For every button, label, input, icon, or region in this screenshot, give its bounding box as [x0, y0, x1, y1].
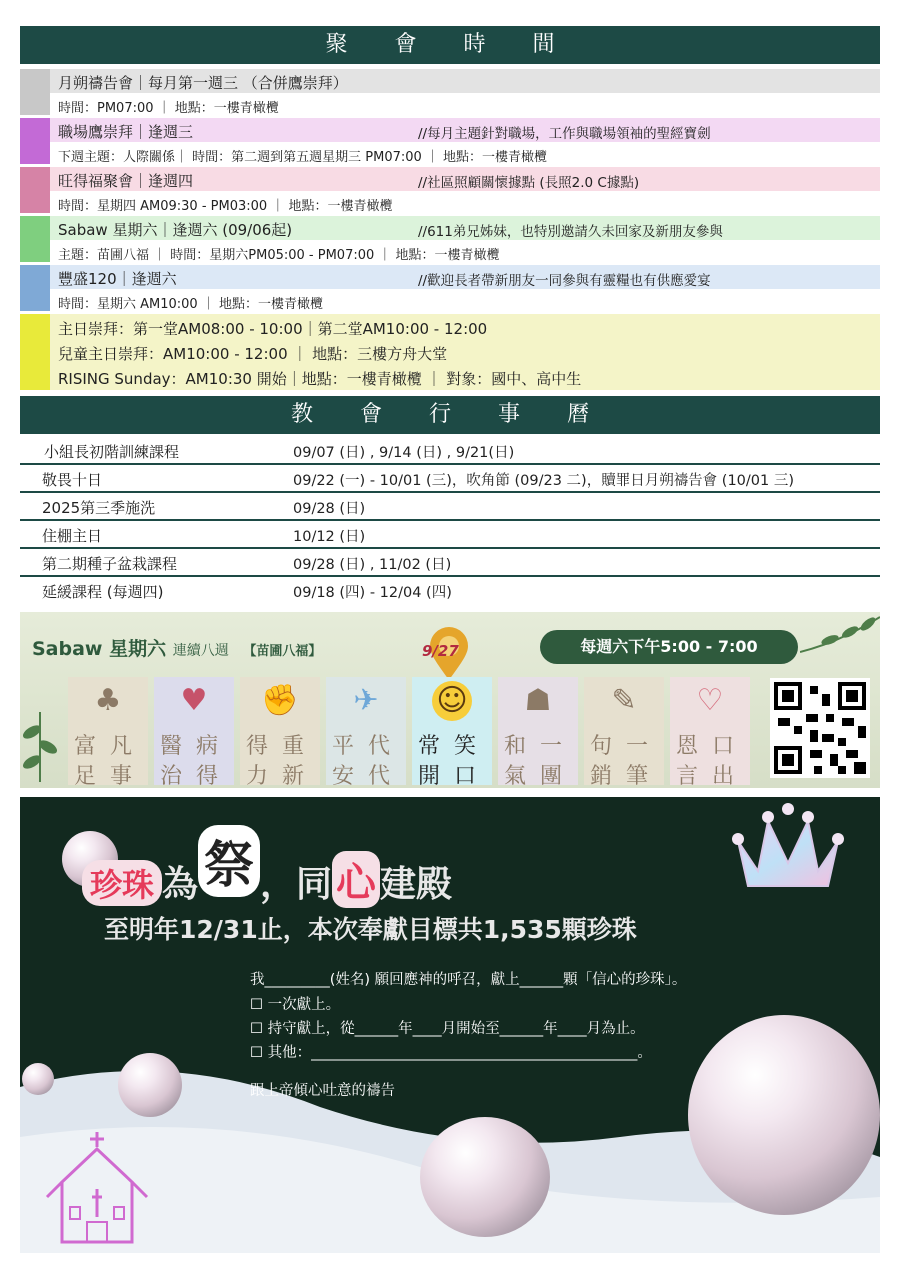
calendar-event: 小組長初階訓練課程 — [44, 443, 180, 461]
qr-code-icon — [770, 678, 870, 778]
smile-icon: ☺ — [432, 681, 472, 721]
church-icon — [42, 1127, 152, 1247]
gathering-tab — [20, 118, 50, 164]
card-text-bottom: 治得 — [160, 764, 233, 788]
gathering-detail: 主題：苗圃八福 ｜ 時間：星期六PM05:00 - PM07:00 ｜ 地點：一樓青橄欖 — [58, 248, 500, 263]
pearl-headline — [82, 836, 453, 906]
calendar-row — [20, 577, 880, 603]
qr-code[interactable] — [770, 678, 870, 778]
card-text-top: 恩口 — [676, 734, 749, 759]
calendar-header: 教 會 行 事 曆 — [20, 396, 880, 434]
headline-pearl: 珍珠 — [82, 860, 162, 906]
card-text-top: 富凡 — [74, 734, 147, 759]
calendar-date: 09/28 (日) — [293, 501, 366, 517]
headline-offering: 祭 — [198, 825, 260, 897]
card-text-bottom: 言出 — [676, 764, 749, 788]
gathering-detail: 時間：星期四 AM09:30 - PM03:00 ｜ 地點：一樓青橄欖 — [58, 199, 393, 214]
kids-service-line: 兒童主日崇拜：AM10:00 - 12:00 ｜ 地點：三樓方舟大堂 — [58, 345, 448, 363]
card-text-top: 得重 — [246, 734, 319, 759]
headline-build-temple: 建殿 — [380, 864, 453, 905]
card-text-top: 和一 — [504, 734, 577, 759]
prayer-prompt: 跟上帝傾心吐意的禱告 — [250, 1083, 395, 1099]
calendar-event: 住棚主日 — [42, 527, 103, 545]
pledge-line[interactable]: 我_________(姓名) 願回應神的呼召，獻上______顆「信心的珍珠」。 — [250, 972, 687, 988]
calendar-row — [20, 521, 880, 549]
calendar-event: 第二期種子盆栽課程 — [42, 555, 178, 573]
calendar-event: 延緩課程 (每週四) — [42, 583, 164, 601]
gathering-name: 職場鷹崇拜｜逢週三 — [58, 123, 194, 141]
banner-title — [32, 634, 321, 661]
time-pill: 每週六下午5:00 - 7:00 — [540, 630, 798, 664]
leaf-icon — [20, 702, 60, 782]
gathering-name: 月朔禱告會｜每月第一週三 （合併鷹崇拜） — [58, 74, 348, 92]
beatitude-card — [68, 677, 148, 788]
calendar-row — [20, 437, 880, 465]
pearl-offering-section — [20, 797, 880, 1253]
gathering-name: 旺得福聚會｜逢週四 — [58, 172, 194, 190]
people-icon: ☗ — [524, 683, 552, 718]
calendar-event: 敬畏十日 — [42, 471, 103, 489]
pin-date: 9/27 — [422, 642, 459, 660]
beatitude-card — [498, 677, 578, 788]
card-text-top: 平代 — [332, 734, 405, 759]
gathering-tab — [20, 216, 50, 262]
calendar-date: 09/22 (一) - 10/01 (三)，吹角節 (09/23 二)，贖罪日月朔禱告會 (10/01 三) — [293, 473, 795, 489]
headline-for: 為 — [162, 864, 199, 905]
gathering-note: //611弟兄姊妹，也特別邀請久未回家及新朋友參與 — [418, 224, 723, 240]
sunday-service-line: 主日崇拜：第一堂AM08:00 - 10:00｜第二堂AM10:00 - 12:00 — [58, 320, 488, 338]
pearl-icon — [22, 1063, 54, 1095]
calendar-date: 10/12 (日) — [293, 529, 366, 545]
beatitude-card — [412, 677, 492, 788]
beatitude-card — [670, 677, 750, 788]
gathering-note: //每月主題針對職場，工作與職場領袖的聖經寶劍 — [418, 126, 711, 142]
option-ongoing[interactable]: ☐ 持守獻上，從______年____月開始至______年____月為止。 — [250, 1021, 645, 1037]
banner-title-text: Sabaw 星期六 — [32, 638, 167, 660]
leaf-icon — [800, 612, 880, 662]
gathering-tab — [20, 167, 50, 213]
beatitude-card — [240, 677, 320, 788]
calendar-date: 09/28 (日) , 11/02 (日) — [293, 557, 452, 573]
card-text-top: 句一 — [590, 734, 663, 759]
option-other[interactable]: ☐ 其他：_____________________________________________。 — [250, 1045, 652, 1061]
headline-together: ，同 — [260, 864, 333, 905]
sunday-tab — [20, 314, 50, 390]
rising-sunday-line: RISING Sunday：AM10:30 開始｜地點：一樓青橄欖 ｜ 對象：國中、高中生 — [58, 370, 582, 388]
option-one-time[interactable]: ☐ 一次獻上。 — [250, 997, 341, 1013]
gathering-name: Sabaw 星期六｜逢週六 (09/06起) — [58, 221, 293, 239]
calendar-row — [20, 549, 880, 577]
card-text-top: 常笑 — [418, 734, 491, 759]
card-text-bottom: 銷筆 — [590, 764, 663, 788]
card-text-bottom: 足事 — [74, 764, 147, 788]
headline-heart: 心 — [332, 851, 380, 908]
heart-icon: ♥ — [180, 683, 208, 718]
gathering-detail: 時間：星期六 AM10:00 ｜ 地點：一樓青橄欖 — [58, 297, 323, 312]
offering-goal: 至明年12/31止，本次奉獻目標共1,535顆珍珠 — [104, 915, 637, 944]
pearl-icon — [688, 1015, 880, 1215]
calendar-date: 09/07 (日) , 9/14 (日) , 9/21(日) — [293, 445, 515, 461]
calendar-date: 09/18 (四) - 12/04 (四) — [293, 585, 452, 601]
sabaw-banner — [20, 612, 880, 788]
calendar-row — [20, 493, 880, 521]
card-text-top: 醫病 — [160, 734, 233, 759]
calendar-event: 2025第三季施洗 — [42, 499, 156, 517]
gathering-tab — [20, 265, 50, 311]
banner-theme: 【苗圃八福】 — [243, 644, 322, 659]
gathering-tab — [20, 69, 50, 115]
pen-icon: ✎ — [611, 683, 637, 718]
pearl-icon — [420, 1117, 550, 1237]
beatitude-card — [154, 677, 234, 788]
muscle-icon: ✊ — [261, 683, 299, 718]
banner-subtitle: 連續八週 — [172, 643, 229, 659]
gathering-note: //歡迎長者帶新朋友一同參與有靈糧也有供應愛宴 — [418, 273, 711, 289]
crown-icon — [728, 801, 848, 897]
speech-heart-icon: ♡ — [696, 683, 724, 718]
dove-icon: ✈ — [353, 683, 379, 718]
tree-icon: ♣ — [94, 683, 122, 718]
calendar-row — [20, 465, 880, 493]
beatitude-card — [584, 677, 664, 788]
gathering-detail: 下週主題：人際關係｜ 時間：第二週到第五週星期三 PM07:00 ｜ 地點：一樓青橄欖 — [58, 150, 548, 165]
beatitude-card — [326, 677, 406, 788]
card-text-bottom: 安代 — [332, 764, 405, 788]
pearl-icon — [118, 1053, 182, 1117]
card-text-bottom: 力新 — [246, 764, 319, 788]
gathering-detail: 時間：PM07:00 ｜ 地點：一樓青橄欖 — [58, 101, 279, 116]
card-text-bottom: 氣團 — [504, 764, 577, 788]
gatherings-header: 聚 會 時 間 — [20, 26, 880, 64]
gathering-note: //社區照顧關懷據點 (長照2.0 C據點) — [418, 175, 640, 191]
card-text-bottom: 開口 — [418, 764, 491, 788]
gathering-name: 豐盛120｜逢週六 — [58, 270, 177, 288]
